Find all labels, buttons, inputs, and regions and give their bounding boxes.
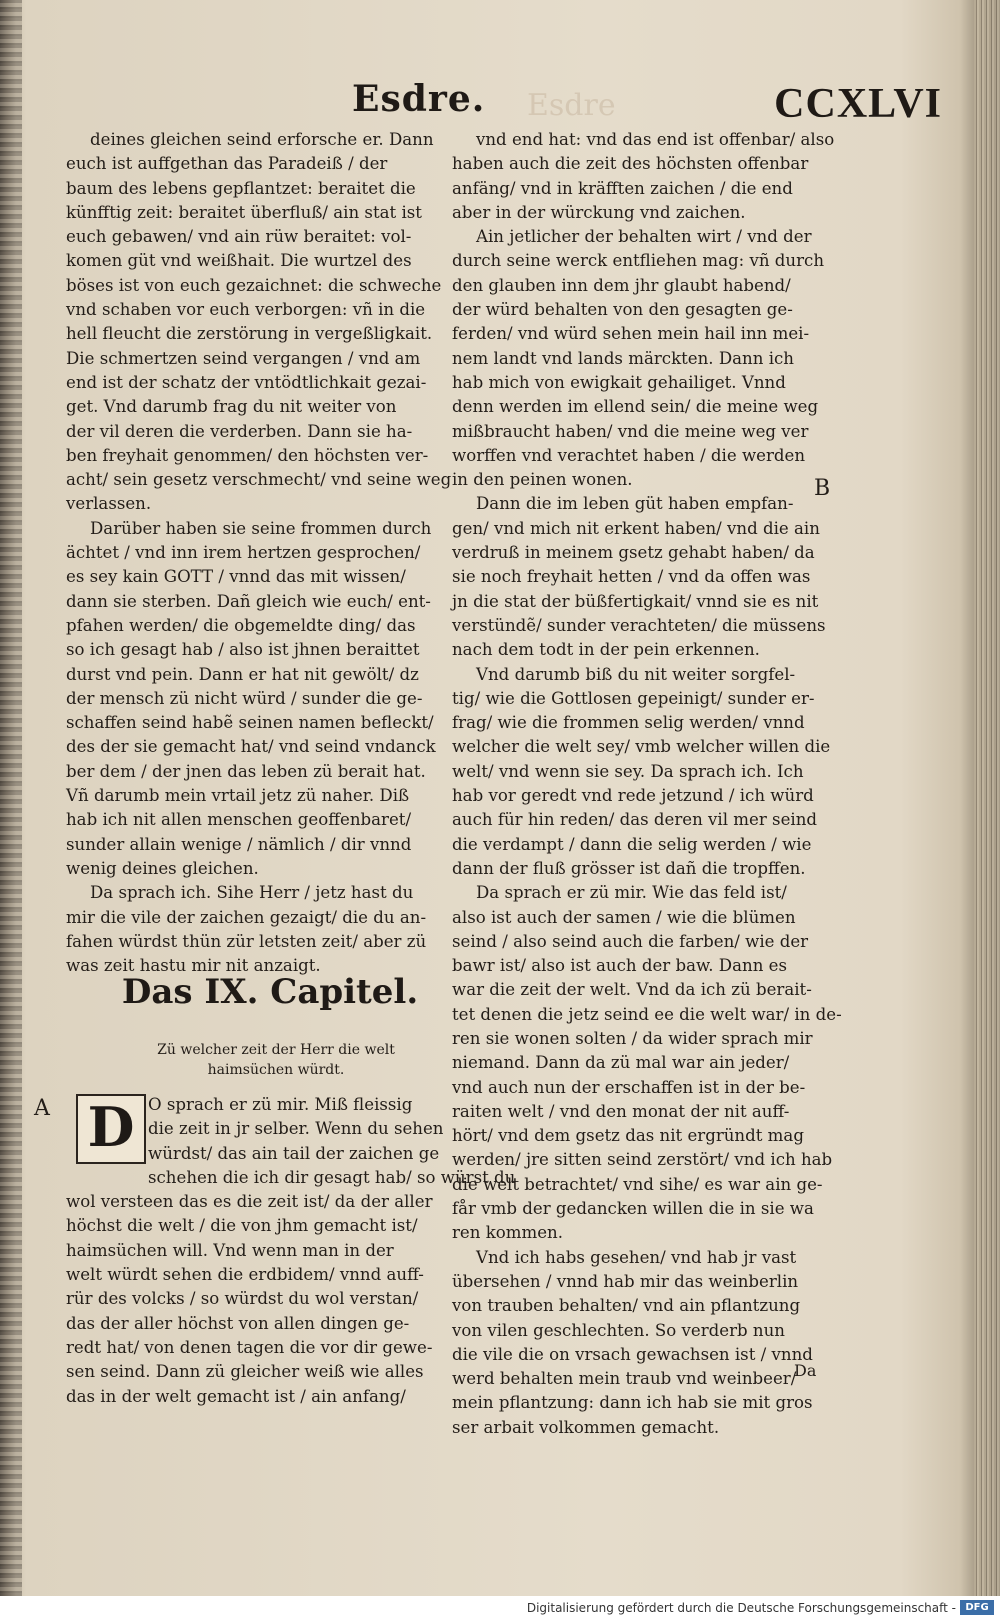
- book-page: [22, 0, 974, 1596]
- text-line: Darüber haben sie seine frommen durch: [90, 518, 432, 538]
- paragraph: [452, 1246, 860, 1440]
- text-line: Vñ darumb mein vrtail jetz zü naher. Diß: [66, 786, 410, 806]
- text-line: Da sprach ich. Sihe Herr / jetz hast du: [90, 883, 414, 903]
- text-line: sunder allain wenige / nämlich / dir vnnd: [66, 834, 412, 854]
- text-line: übersehen / vnnd hab mir das weinberlin: [452, 1271, 799, 1291]
- text-line: der mensch zü nicht würd / sunder die ge-: [66, 688, 423, 708]
- text-line: dann sie sterben. Dañ gleich wie euch/ ent-: [66, 591, 431, 611]
- text-line: ren sie wonen solten / da wider sprach mir: [452, 1028, 813, 1048]
- text-line: welt würdt sehen die erdbidem/ vnnd auff-: [66, 1265, 424, 1285]
- text-line: deines gleichen seind erforsche er. Dann: [90, 130, 434, 149]
- text-line: von trauben behalten/ vnd ain pflantzung: [452, 1296, 801, 1316]
- text-line: get. Vnd darumb frag du nit weiter von: [66, 397, 397, 417]
- text-line: vnd end hat: vnd das end ist offenbar/ also: [476, 130, 835, 149]
- text-line: böses ist von euch gezaichnet: die schweche: [66, 275, 442, 295]
- text-line: die welt betrachtet/ vnd sihe/ es war ain ge-: [452, 1174, 823, 1194]
- binding-edge: [0, 0, 22, 1596]
- text-line: verdruß in meinem gsetz gehabt haben/ da: [452, 543, 815, 563]
- text-line: acht/ sein gesetz verschmecht/ vnd seine weg: [66, 470, 452, 490]
- text-line: fahen würdst thün zür letsten zeit/ aber zü: [66, 931, 427, 951]
- text-line: vnd schaben vor euch verborgen: vñ in die: [66, 300, 426, 320]
- text-line: euch ist auffgethan das Paradeiß / der: [66, 154, 388, 174]
- text-line: mißbraucht haben/ vnd die meine weg ver: [452, 421, 809, 441]
- text-line: verstündẽ/ sunder verachteten/ die müssens: [452, 615, 826, 635]
- chapter-summary-line: Zü welcher zeit der Herr die welt: [157, 1042, 395, 1058]
- text-line: der würd behalten von den gesagten ge-: [452, 300, 793, 320]
- text-line: ferden/ vnd würd sehen mein hail inn mei-: [452, 324, 810, 344]
- text-line: schaffen seind habẽ seinen namen befleckt/: [66, 713, 434, 733]
- paragraph: [66, 128, 466, 517]
- text-line: gen/ vnd mich nit erkent haben/ vnd die ain: [452, 518, 820, 538]
- paragraph: [452, 881, 860, 1245]
- text-line: hab mich von ewigkait gehailiget. Vnnd: [452, 372, 786, 392]
- text-line: das in der welt gemacht ist / ain anfang/: [66, 1386, 406, 1406]
- text-line: welt/ vnd wenn sie sey. Da sprach ich. Ich: [452, 761, 804, 781]
- text-line: es sey kain GOTT / vnnd das mit wissen/: [66, 567, 406, 587]
- text-line: von vilen geschlechten. So verderb nun: [452, 1320, 785, 1340]
- text-line: anfäng/ vnd in kräfften zaichen / die end: [452, 178, 793, 198]
- text-line: hell fleucht die zerstörung in vergeßligkait.: [66, 324, 433, 344]
- text-line: niemand. Dann da zü mal war ain jeder/: [452, 1053, 790, 1073]
- decorated-initial: D: [76, 1094, 146, 1164]
- paragraph: [452, 225, 860, 492]
- text-line: höchst die welt / die von jhm gemacht ist/: [66, 1216, 418, 1236]
- text-line: mir die vile der zaichen gezaigt/ die du an-: [66, 907, 427, 927]
- marginal-section-letter: A: [34, 1096, 50, 1121]
- text-line: auch für hin reden/ das deren vil mer seind: [452, 810, 818, 830]
- text-line: würdst/ das ain tail der zaichen ge: [148, 1143, 440, 1163]
- text-line: hab ich nit allen menschen geoffenbaret/: [66, 810, 412, 830]
- chapter-heading: Das IX. Capitel.: [121, 972, 419, 1012]
- text-line: haimsüchen will. Vnd wenn man in der: [66, 1240, 394, 1260]
- text-line: komen güt vnd weißhait. Die wurtzel des: [66, 251, 412, 271]
- folio-number: CCXLVI: [774, 81, 942, 127]
- text-line: ben freyhait genommen/ den höchsten ver-: [66, 445, 429, 465]
- text-line: nach dem todt in der pein erkennen.: [452, 640, 760, 660]
- text-line: tet denen die jetz seind ee die welt war/ in de-: [452, 1004, 842, 1024]
- text-line: baum des lebens gepflantzet: beraitet die: [66, 178, 416, 198]
- text-line: jn die stat der büßfertigkait/ vnnd sie es nit: [452, 591, 819, 611]
- page-edges: [974, 0, 1000, 1596]
- text-line: die verdampt / dann die selig werden / wie: [452, 834, 812, 854]
- text-line: seind / also seind auch die farben/ wie der: [452, 931, 809, 951]
- text-line: der vil deren die verderben. Dann sie ha-: [66, 421, 413, 441]
- text-line: also ist auch der samen / wie die blümen: [452, 907, 796, 927]
- dfg-logo[interactable]: DFG: [960, 1600, 994, 1615]
- text-line: Da sprach er zü mir. Wie das feld ist/: [476, 883, 787, 903]
- text-line: des der sie gemacht hat/ vnd seind vndanck: [66, 737, 436, 757]
- text-line: Vnd darumb biß du nit weiter sorgfel-: [476, 664, 796, 684]
- text-line: die vile die on vrsach gewachsen ist / vnnd: [452, 1344, 813, 1364]
- text-line: künfftig zeit: beraitet überfluß/ ain stat ist: [66, 202, 422, 222]
- text-line: wol versteen das es die zeit ist/ da der aller: [66, 1192, 433, 1212]
- text-line: O sprach er zü mir. Miß fleissig: [148, 1095, 413, 1114]
- text-line: so ich gesagt hab / also ist jhnen beraittet: [66, 640, 420, 660]
- paragraph: [66, 881, 466, 978]
- text-line: rür des volcks / so würdst du wol verstan/: [66, 1289, 419, 1309]
- text-line: haben auch die zeit des höchsten offenbar: [452, 154, 809, 174]
- text-line: denn werden im ellend sein/ die meine weg: [452, 397, 819, 417]
- running-title: Esdre.: [352, 78, 486, 120]
- text-line: welcher die welt sey/ vmb welcher willen die: [452, 737, 831, 757]
- paragraph: [452, 663, 860, 882]
- text-line: nem landt vnd lands märckten. Dann ich: [452, 348, 794, 368]
- text-line: end ist der schatz der vntödtlichkait gezai-: [66, 372, 427, 392]
- text-line: mein pflantzung: dann ich hab sie mit gros: [452, 1393, 813, 1413]
- text-line: werd behalten mein traub vnd weinbeer/: [452, 1369, 797, 1389]
- text-line: sen seind. Dann zü gleicher weiß wie alles: [66, 1362, 424, 1382]
- text-line: bawr ist/ also ist auch der baw. Dann es: [452, 956, 787, 976]
- text-line: ren kommen.: [452, 1223, 564, 1243]
- text-line: verlassen.: [66, 494, 152, 514]
- paragraph: [452, 492, 860, 662]
- text-line: euch gebawen/ vnd ain rüw beraitet: vol-: [66, 227, 412, 247]
- digitization-credit: Digitalisierung gefördert durch die Deutsche Forschungsgemeinschaft -: [526, 1601, 956, 1615]
- text-line: hört/ vnd dem gsetz das nit ergründt mag: [452, 1126, 804, 1146]
- text-line: ächtet / vnd inn irem hertzen gesprochen/: [66, 543, 421, 563]
- text-line: raiten welt / vnd den monat der nit auff-: [452, 1101, 790, 1121]
- chapter-summary-line: haimsüchen würdt.: [207, 1062, 345, 1078]
- text-line: werden/ jre sitten seind zerstört/ vnd ich hab: [452, 1150, 833, 1170]
- text-line: dann der fluß grösser ist dañ die tropffen.: [452, 858, 806, 878]
- chapter-summary: [106, 1040, 446, 1080]
- text-line: ber dem / der jnen das leben zü berait hat.: [66, 761, 426, 781]
- text-line: den glauben inn dem jhr glaubt habend/: [452, 275, 791, 295]
- text-line: war die zeit der welt. Vnd da ich zü berait-: [452, 980, 812, 1000]
- paragraph: [66, 517, 466, 881]
- text-line: frag/ wie die frommen selig werden/ vnnd: [452, 713, 805, 733]
- text-line: was zeit hastu mir nit anzaigt.: [66, 956, 321, 976]
- text-line: sie noch freyhait hetten / vnd da offen was: [452, 567, 811, 587]
- text-line: die zeit in jr selber. Wenn du sehen: [148, 1119, 444, 1139]
- text-line: pfahen werden/ die obgemeldte ding/ das: [66, 615, 416, 635]
- text-line: Vnd ich habs gesehen/ vnd hab jr vast: [476, 1247, 797, 1267]
- text-line: hab vor geredt vnd rede jetzund / ich würd: [452, 786, 814, 806]
- text-line: in den peinen wonen.: [452, 470, 633, 490]
- text-line: worffen vnd verachtet haben / die werden: [452, 445, 806, 465]
- text-line: Die schmertzen seind vergangen / vnd am: [66, 348, 421, 368]
- text-line: Dann die im leben güt haben empfan-: [476, 494, 794, 514]
- text-line: får vmb der gedancken willen die in sie wa: [452, 1199, 814, 1219]
- catchword: Da: [794, 1361, 817, 1380]
- text-line: Ain jetlicher der behalten wirt / vnd der: [476, 227, 812, 247]
- right-column: [452, 128, 860, 1440]
- text-line: redt hat/ von denen tagen die vor dir gewe-: [66, 1337, 433, 1357]
- text-line: ser arbait volkommen gemacht.: [452, 1417, 720, 1437]
- text-line: aber in der würckung vnd zaichen.: [452, 202, 746, 222]
- paragraph: [452, 128, 860, 225]
- marginal-section-letter: B: [814, 476, 831, 501]
- text-line: wenig deines gleichen.: [66, 858, 259, 878]
- text-line: tig/ wie die Gottlosen gepeinigt/ sunder er-: [452, 688, 815, 708]
- left-column: [66, 128, 466, 978]
- text-line: vnd auch nun der erschaffen ist in der be-: [452, 1077, 806, 1097]
- text-line: durst vnd pein. Dann er hat nit gewölt/ dz: [66, 664, 419, 684]
- text-line: das der aller höchst von allen dingen ge-: [66, 1313, 410, 1333]
- bleed-through-text: Esdre: [527, 88, 616, 123]
- text-line: schehen die ich dir gesagt hab/ so würst du: [148, 1167, 516, 1187]
- text-line: durch seine werck entfliehen mag: vñ durch: [452, 251, 825, 271]
